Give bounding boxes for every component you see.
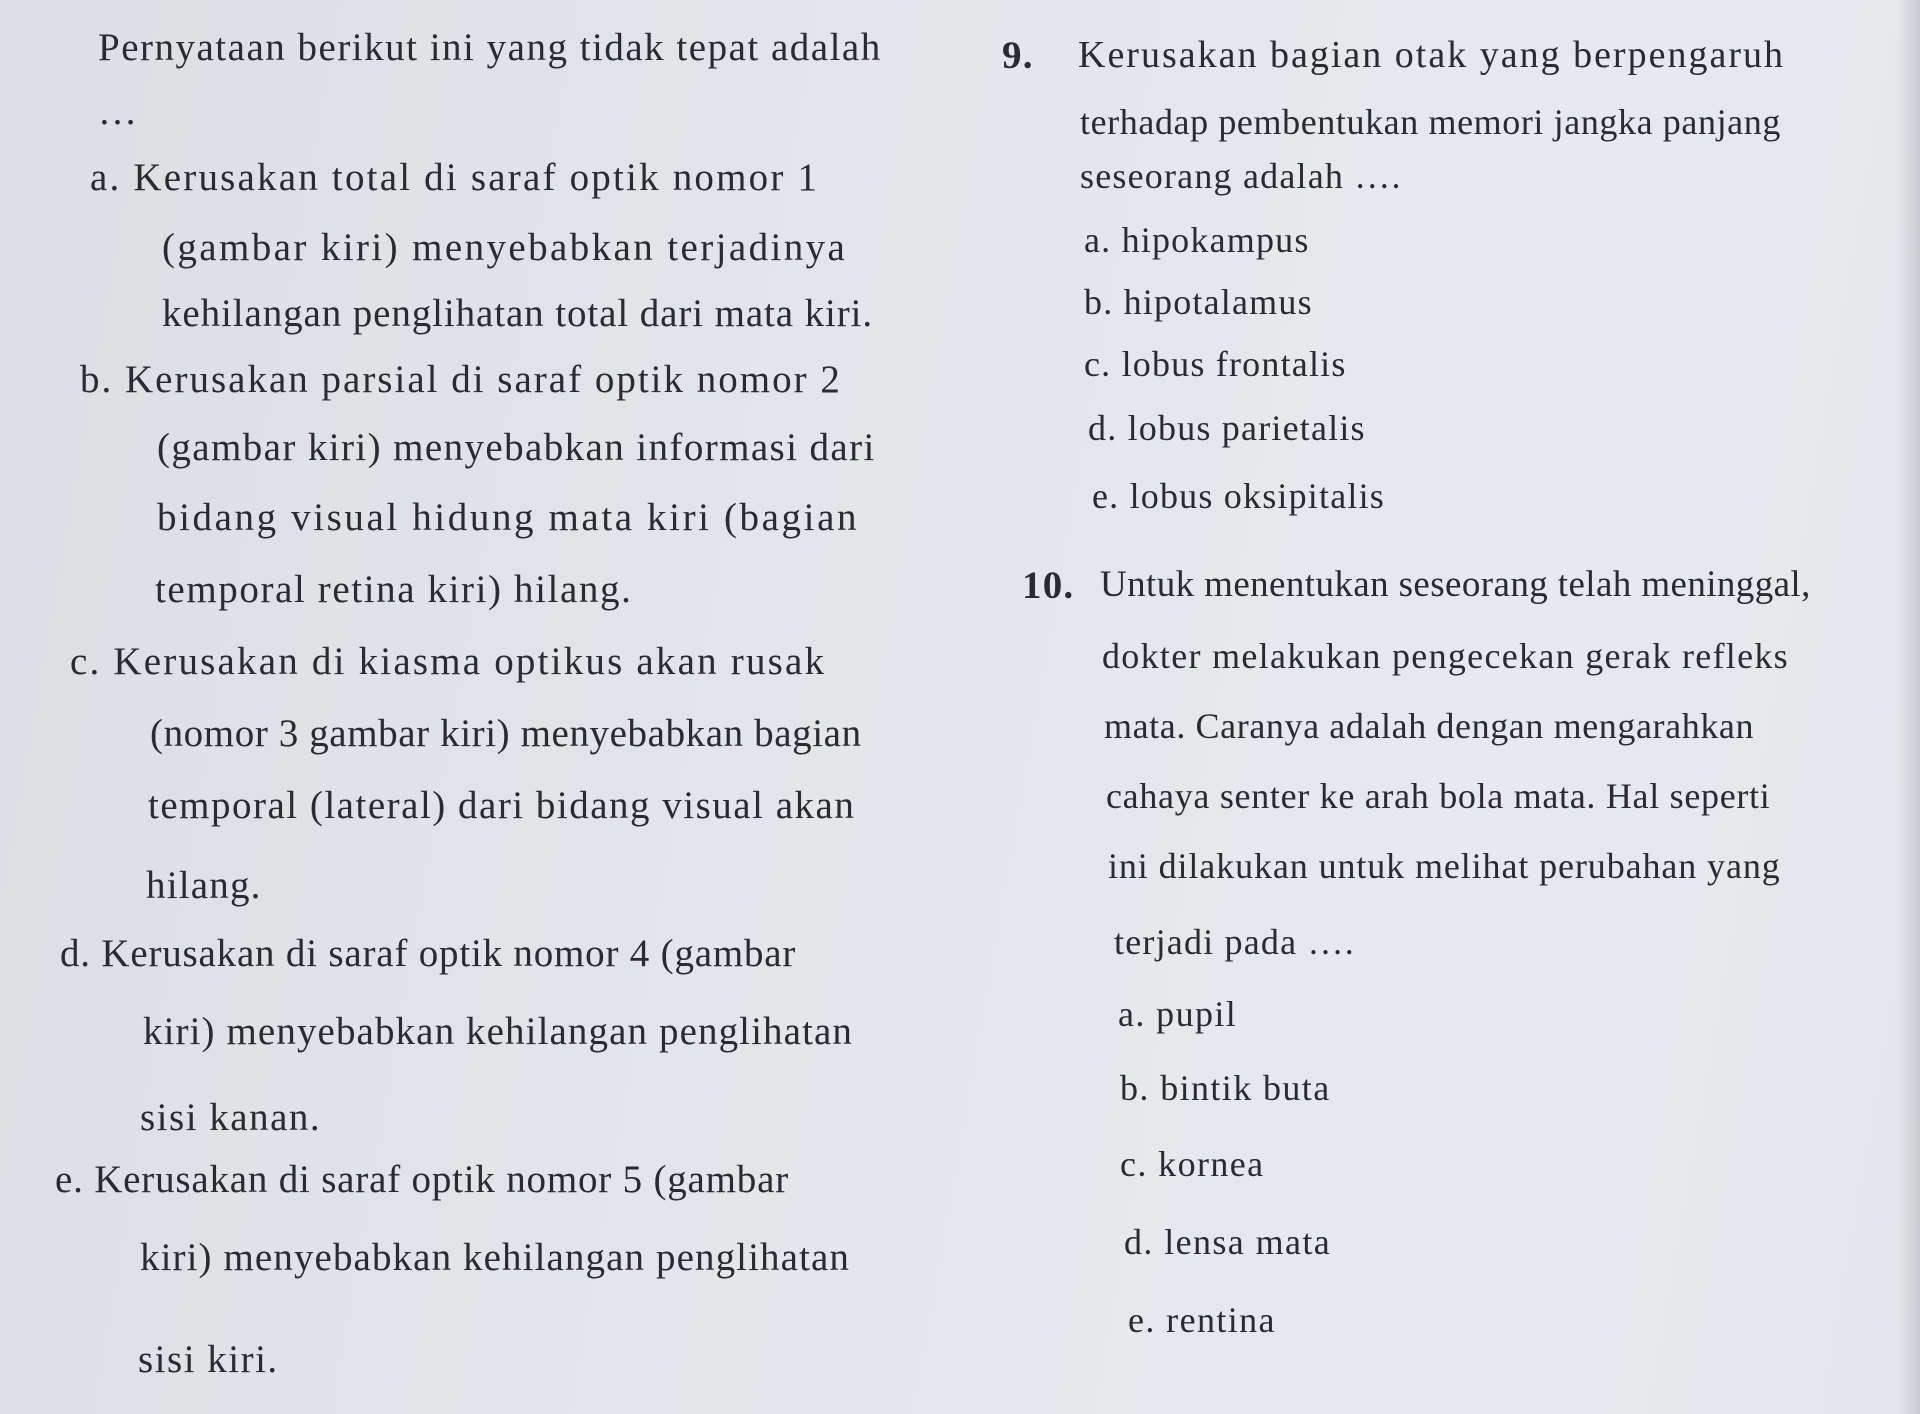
q8-option-c: c. Kerusakan di kiasma optikus akan rusak [70,640,827,683]
q10-option-b: b. bintik buta [1120,1068,1331,1108]
q9-number: 9. [1002,34,1034,77]
q10-option-a: a. pupil [1118,994,1238,1034]
q10-stem-cont: mata. Caranya adalah dengan mengarahkan [1104,706,1755,746]
q10-number: 10. [1022,564,1075,607]
q9-stem-cont: seseorang adalah …. [1080,156,1402,196]
q10-stem-cont: ini dilakukan untuk melihat perubahan yang [1108,846,1781,886]
q8-option-b-cont: temporal retina kiri) hilang. [155,568,633,611]
q9-option-c: c. lobus frontalis [1084,344,1347,384]
q9-option-d: d. lobus parietalis [1088,408,1366,448]
q9-stem: Kerusakan bagian otak yang berpengaruh [1078,34,1785,76]
q8-option-b-cont: (gambar kiri) menyebabkan informasi dari [157,426,876,469]
q9-option-a: a. hipokampus [1084,220,1310,260]
q8-stem: Pernyataan berikut ini yang tidak tepat adalah [98,26,882,69]
q8-option-e-cont: sisi kiri. [138,1338,279,1381]
q8-option-b-cont: bidang visual hidung mata kiri (bagian [157,496,860,539]
q8-stem-ellipsis: … [98,90,139,133]
q8-option-c-cont: temporal (lateral) dari bidang visual akan [148,784,856,827]
q10-stem-cont: dokter melakukan pengecekan gerak refleks [1102,636,1789,676]
q8-option-c-cont: (nomor 3 gambar kiri) menyebabkan bagian [150,712,862,755]
q8-option-a-cont: (gambar kiri) menyebabkan terjadinya [162,226,848,269]
q8-option-d-cont: kiri) menyebabkan kehilangan penglihatan [143,1010,854,1053]
q8-option-e: e. Kerusakan di saraf optik nomor 5 (gambar [55,1158,790,1201]
q8-option-c-cont: hilang. [146,864,262,907]
q9-stem-cont: terhadap pembentukan memori jangka panjang [1080,102,1781,142]
q8-option-a: a. Kerusakan total di saraf optik nomor 1 [90,156,820,199]
q10-stem: Untuk menentukan seseorang telah meninggal, [1100,564,1811,605]
q8-option-b: b. Kerusakan parsial di saraf optik nomor 2 [80,358,842,401]
q8-option-a-cont: kehilangan penglihatan total dari mata kiri. [162,292,874,335]
q10-stem-cont: cahaya senter ke arah bola mata. Hal seperti [1106,776,1771,816]
q9-option-b: b. hipotalamus [1084,282,1313,322]
q10-option-c: c. kornea [1120,1144,1265,1184]
q8-option-e-cont: kiri) menyebabkan kehilangan penglihatan [140,1236,851,1279]
q10-stem-cont: terjadi pada …. [1114,922,1355,962]
q8-option-d: d. Kerusakan di saraf optik nomor 4 (gambar [60,932,797,975]
q8-option-d-cont: sisi kanan. [140,1096,322,1139]
page-edge-shadow [1898,0,1920,1414]
q10-option-d: d. lensa mata [1124,1222,1332,1262]
q10-option-e: e. rentina [1128,1300,1276,1340]
q9-option-e: e. lobus oksipitalis [1092,476,1385,516]
